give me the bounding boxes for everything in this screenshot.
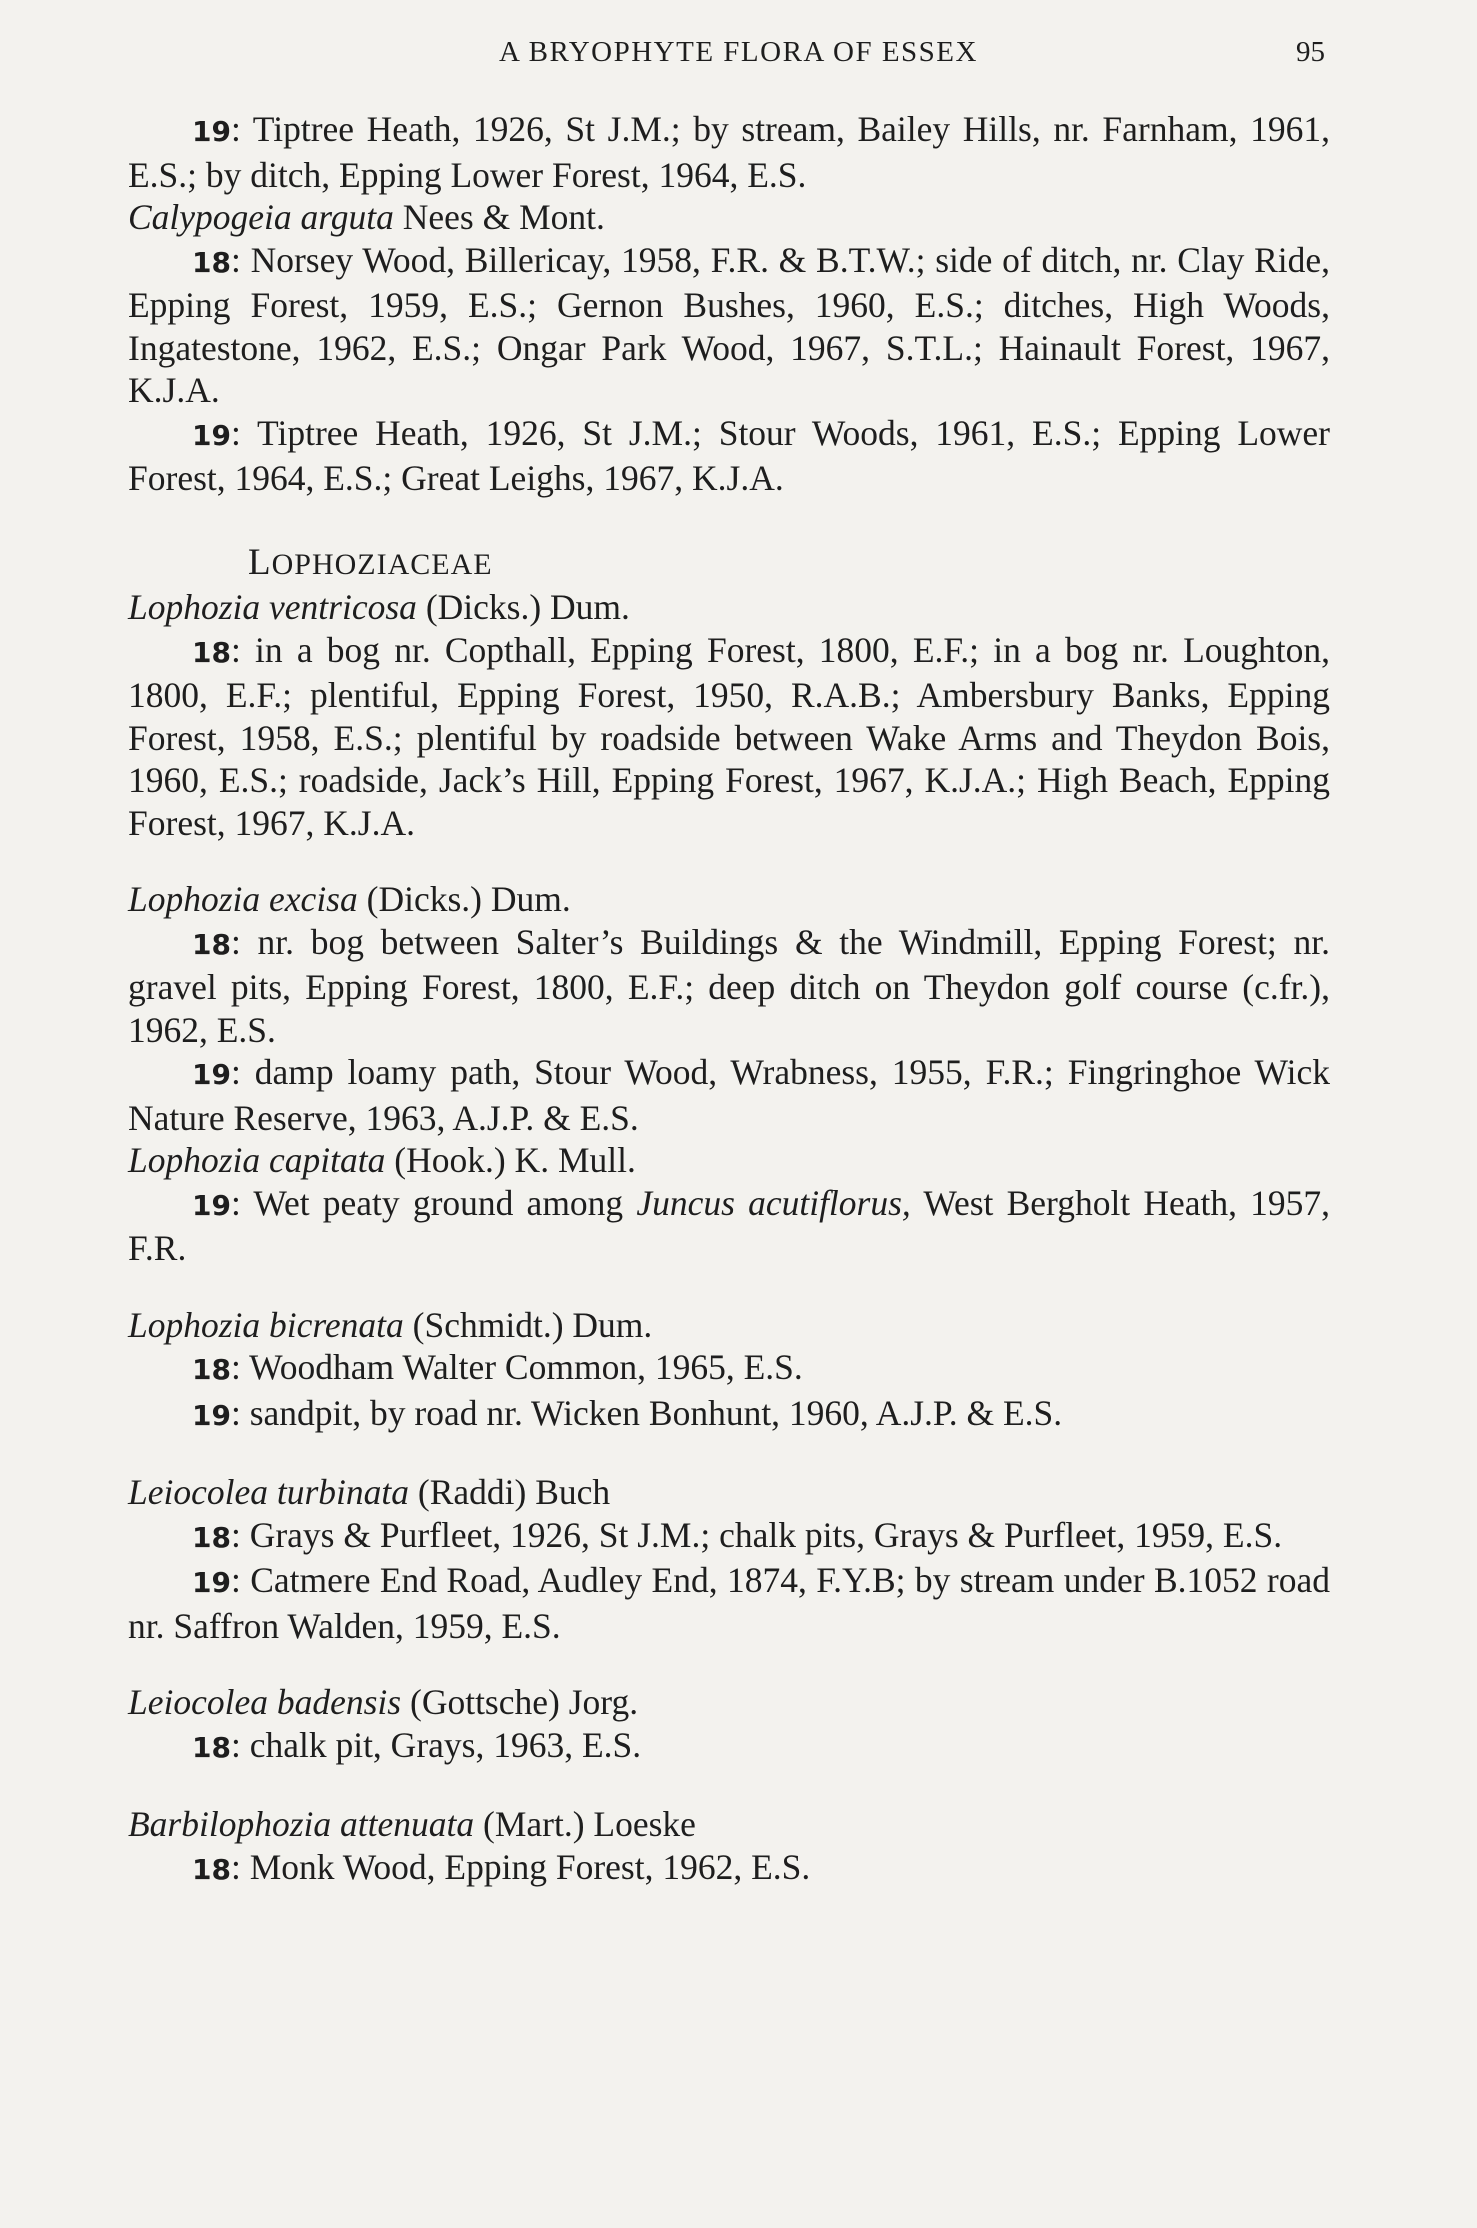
- record-text: : Catmere End Road, Audley End, 1874, F.Y.B; by stream under B.1052 road nr. Saffron Walden, 1959, E.S.: [128, 1560, 1330, 1646]
- running-title: A BRYOPHYTE FLORA OF ESSEX: [499, 36, 978, 68]
- record-text: : Woodham Walter Common, 1965, E.S.: [230, 1347, 803, 1387]
- record-entry: [128, 412, 1330, 500]
- record-entry: [128, 1346, 1330, 1392]
- record-entry: [128, 1559, 1330, 1647]
- record-entry: [128, 1514, 1330, 1560]
- family-initial: L: [248, 541, 272, 583]
- record-text: : in a bog nr. Copthall, Epping Forest, 1800, E.F.; in a bog nr. Loughton, 1800, E.F.; plentiful, Epping Forest, 1950, R.A.B.; Ambersbury Banks, Epping Forest, 1958, E.S.; plentiful by roadside between Wake Arms and Theydon Bois, 1960, E.S.; roadside, Jack’s Hill, Epping Forest, 1967, K.J.A.; High Beach, Epping Forest, 1967, K.J.A.: [128, 629, 1330, 843]
- record-text: : damp loamy path, Stour Wood, Wrabness, 1955, F.R.; Fingringhoe Wick Nature Reserve, 1963, A.J.P. & E.S.: [128, 1052, 1330, 1138]
- species-authority: (Dicks.) Dum.: [357, 879, 571, 919]
- vice-county-number: 19: [192, 1188, 231, 1222]
- species-heading: [128, 1304, 1330, 1347]
- record-text: : nr. bog between Salter’s Buildings & the Windmill, Epping Forest; nr. gravel pits, Epping Forest, 1800, E.F.; deep ditch on Theydon golf course (c.fr.), 1962, E.S.: [128, 921, 1330, 1050]
- vice-county-number: 18: [192, 1520, 231, 1554]
- vice-county-number: 18: [192, 1852, 231, 1886]
- vice-county-number: 18: [192, 927, 231, 961]
- vice-county-number: 19: [192, 418, 231, 452]
- record-entry: [128, 1846, 1330, 1892]
- species-heading: [128, 1139, 1330, 1182]
- vice-county-number: 19: [192, 115, 231, 148]
- species-authority: (Raddi) Buch: [409, 1472, 611, 1512]
- record-text: : Tiptree Heath, 1926, St J.M.; Stour Woods, 1961, E.S.; Epping Lower Forest, 1964, E.S.; Great Leighs, 1967, K.J.A.: [128, 412, 1330, 498]
- species-name: Calypogeia arguta: [128, 197, 394, 237]
- record-text: : chalk pit, Grays, 1963, E.S.: [230, 1724, 642, 1765]
- record-entry: [128, 629, 1330, 845]
- vice-county-number: 18: [192, 1730, 231, 1764]
- vice-county-number: 19: [192, 1566, 231, 1599]
- species-heading: [128, 878, 1330, 921]
- italic-taxon: Juncus acutiflorus,: [636, 1182, 911, 1223]
- species-name: Leiocolea turbinata: [128, 1472, 410, 1512]
- record-entry: [128, 108, 1330, 196]
- species-authority: (Dicks.) Dum.: [416, 587, 630, 627]
- record-text-end: West Bergholt Heath, 1957, F.R.: [128, 1182, 1330, 1268]
- record-text: : Grays & Purfleet, 1926, St J.M.; chalk pits, Grays & Purfleet, 1959, E.S.: [230, 1514, 1283, 1555]
- species-name: Lophozia bicrenata: [128, 1304, 404, 1345]
- species-heading: [128, 1803, 1330, 1846]
- record-text: : Norsey Wood, Billericay, 1958, F.R. & B.T.W.; side of ditch, nr. Clay Ride, Epping Forest, 1959, E.S.; Gernon Bushes, 1960, E.S.; ditches, High Woods, Ingatestone, 1962, E.S.; Ongar Park Wood, 1967, S.T.L.; Hainault Forest, 1967, K.J.A.: [128, 239, 1330, 410]
- record-text: : sandpit, by road nr. Wicken Bonhunt, 1960, A.J.P. & E.S.: [230, 1392, 1063, 1433]
- species-heading: [128, 196, 1330, 239]
- record-entry: [128, 1051, 1330, 1139]
- species-authority: (Schmidt.) Dum.: [403, 1304, 653, 1345]
- family-heading: [128, 542, 1330, 587]
- record-text-start: : Wet peaty ground among: [230, 1182, 637, 1223]
- record-entry: [128, 1182, 1330, 1270]
- record-entry: [128, 239, 1330, 412]
- species-heading: [128, 1471, 1330, 1514]
- record-text: : Monk Wood, Epping Forest, 1962, E.S.: [230, 1846, 811, 1887]
- vice-county-number: 18: [192, 245, 231, 279]
- species-name: Barbilophozia attenuata: [128, 1804, 475, 1844]
- species-heading: [128, 1681, 1330, 1724]
- record-entry: [128, 1392, 1330, 1438]
- species-name: Leiocolea badensis: [128, 1682, 402, 1722]
- species-heading: [128, 586, 1330, 629]
- family-name-rest: OPHOZIACEAE: [271, 547, 493, 581]
- species-authority: (Hook.) K. Mull.: [385, 1140, 636, 1180]
- body-text: [128, 108, 1330, 1891]
- species-authority: (Mart.) Loeske: [474, 1804, 696, 1844]
- record-entry: [128, 921, 1330, 1052]
- species-authority: (Gottsche) Jorg.: [401, 1682, 639, 1722]
- species-name: Lophozia ventricosa: [128, 587, 417, 627]
- record-text: : Tiptree Heath, 1926, St J.M.; by stream, Bailey Hills, nr. Farnham, 1961, E.S.; by ditch, Epping Lower Forest, 1964, E.S.: [128, 109, 1330, 195]
- species-name: Lophozia excisa: [128, 879, 358, 919]
- species-authority: Nees & Mont.: [393, 197, 605, 237]
- vice-county-number: 19: [192, 1058, 231, 1091]
- vice-county-number: 18: [192, 635, 231, 669]
- record-entry: [128, 1724, 1330, 1770]
- vice-county-number: 19: [192, 1398, 231, 1432]
- vice-county-number: 18: [192, 1353, 231, 1386]
- running-head: [0, 36, 1477, 76]
- page-number: 95: [1296, 36, 1325, 68]
- species-name: Lophozia capitata: [128, 1140, 386, 1180]
